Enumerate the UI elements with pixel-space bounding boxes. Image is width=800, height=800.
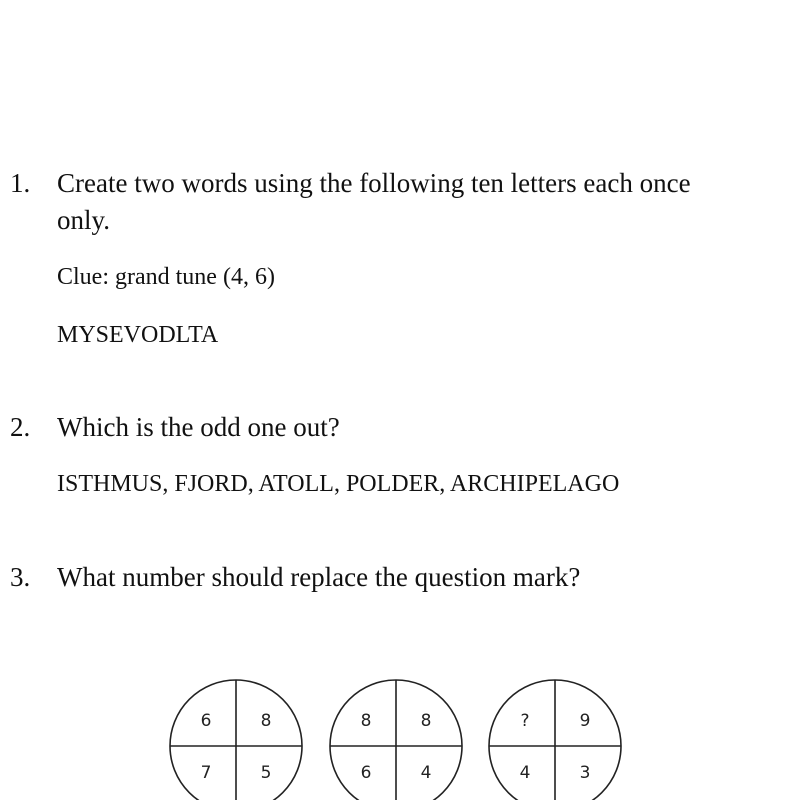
circle-1-bottom-right: 5 bbox=[260, 763, 272, 783]
circle-3-top-right: 9 bbox=[579, 711, 591, 731]
circle-2-top-right: 8 bbox=[420, 711, 432, 731]
circle-2-bottom-right: 4 bbox=[420, 763, 432, 783]
question-number: 2. bbox=[10, 412, 31, 442]
question-prompt: Create two words using the following ten letters each once only. bbox=[57, 168, 691, 235]
question-letters: MYSEVODLTA bbox=[57, 322, 219, 348]
circle-1-top-left: 6 bbox=[200, 711, 212, 731]
circle-3-top-left: ? bbox=[520, 711, 530, 731]
question-prompt: Which is the odd one out? bbox=[57, 412, 340, 442]
question-number: 1. bbox=[10, 168, 31, 198]
circle-3-bottom-left: 4 bbox=[519, 763, 531, 783]
circle-1-top-right: 8 bbox=[260, 711, 272, 731]
circle-3-bottom-right: 3 bbox=[579, 763, 591, 783]
question-options: ISTHMUS, FJORD, ATOLL, POLDER, ARCHIPELAGO bbox=[57, 471, 620, 497]
circle-1 bbox=[170, 680, 302, 800]
circle-2-bottom-left: 6 bbox=[360, 763, 372, 783]
question-prompt: What number should replace the question mark? bbox=[57, 562, 581, 592]
question-number: 3. bbox=[10, 562, 31, 592]
circle-2-top-left: 8 bbox=[360, 711, 372, 731]
circle-2 bbox=[330, 680, 462, 800]
question-clue: Clue: grand tune (4, 6) bbox=[57, 264, 275, 290]
circle-3 bbox=[489, 680, 621, 800]
circle-1-bottom-left: 7 bbox=[200, 763, 212, 783]
